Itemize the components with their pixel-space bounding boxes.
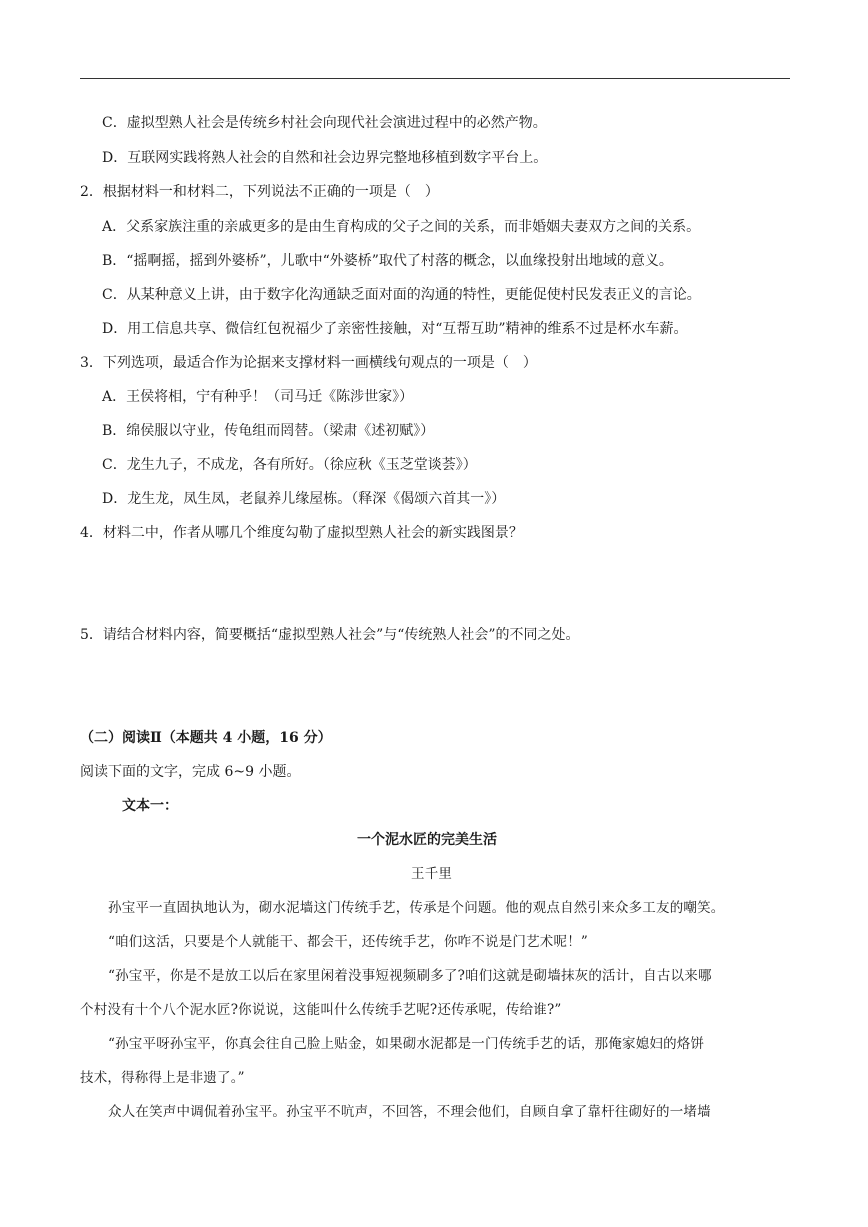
section-instruction: 阅读下面的文字，完成 6~9 小题。 bbox=[80, 764, 301, 780]
article-paragraph: “咱们这活，只要是个人就能干、都会干，还传统手艺，你咋不说是门艺术呢！” bbox=[108, 934, 589, 950]
article-paragraph: “孙宝平呀孙宝平，你真会往自己脸上贴金，如果砌水泥都是一门传统手艺的话，那俺家媳妇的烙饼 bbox=[108, 1036, 705, 1052]
article-paragraph: 孙宝平一直固执地认为，砌水泥墙这门传统手艺，传承是个问题。他的观点自然引来众多工友的嘲笑。 bbox=[108, 900, 725, 916]
q2-option-b: B．“摇啊摇，摇到外婆桥”，儿歌中“外婆桥”取代了村落的概念，以血缘投射出地域的意义。 bbox=[102, 253, 673, 269]
article-paragraph-cont: 个村没有十个八个泥水匠?你说说，这能叫什么传统手艺呢?还传承呢，传给谁?” bbox=[80, 1002, 562, 1018]
q5-stem: 5．请结合材料内容，简要概括“虚拟型熟人社会”与“传统熟人社会”的不同之处。 bbox=[80, 627, 580, 643]
q1-option-d: D．互联网实践将熟人社会的自然和社会边界完整地移植到数字平台上。 bbox=[102, 150, 548, 166]
q2-option-d: D．用工信息共享、微信红包祝福少了亲密性接触，对“互帮互助”精神的维系不过是杯水车薪。 bbox=[102, 321, 688, 337]
q2-stem: 2．根据材料一和材料二，下列说法不正确的一项是（ ） bbox=[80, 184, 439, 200]
article-title: 一个泥水匠的完美生活 bbox=[357, 832, 497, 848]
q3-stem: 3．下列选项，最适合作为论据来支撑材料一画横线句观点的一项是（ ） bbox=[80, 355, 537, 371]
q2-option-c: C．从某种意义上讲，由于数字化沟通缺乏面对面的沟通的特性，更能促使村民发表正义的言论。 bbox=[102, 287, 701, 303]
text-label: 文本一： bbox=[122, 798, 178, 814]
q3-option-b: B．绵侯服以守业，传龟组而罔替。（梁肃《述初赋》） bbox=[102, 423, 435, 439]
q3-option-d: D．龙生龙，凤生凤，老鼠养儿缘屋栋。（释深《偈颂六首其一》） bbox=[102, 491, 506, 507]
q1-option-c: C．虚拟型熟人社会是传统乡村社会向现代社会演进过程中的必然产物。 bbox=[102, 115, 547, 131]
q3-option-a: A．王侯将相，宁有种乎！（司马迁《陈涉世家》） bbox=[102, 389, 414, 405]
section-heading: （二）阅读Ⅱ（本题共 4 小题，16 分） bbox=[80, 730, 332, 746]
article-author: 王千里 bbox=[411, 866, 453, 882]
q2-option-a: A．父系家族注重的亲戚更多的是由生育构成的父子之间的关系，而非婚姻夫妻双方之间的关系。 bbox=[102, 219, 701, 235]
q4-stem: 4．材料二中，作者从哪几个维度勾勒了虚拟型熟人社会的新实践图景？ bbox=[80, 525, 523, 541]
header-rule bbox=[80, 78, 790, 79]
article-paragraph-cont: 技术，得称得上是非遗了。” bbox=[80, 1070, 245, 1086]
article-paragraph: 众人在笑声中调侃着孙宝平。孙宝平不吭声，不回答，不理会他们，自顾自拿了靠杆往砌好的一堵墙 bbox=[108, 1104, 711, 1120]
article-paragraph: “孙宝平，你是不是放工以后在家里闲着没事短视频刷多了?咱们这就是砌墙抹灰的活计，自古以来哪 bbox=[108, 968, 712, 984]
q3-option-c: C．龙生九子，不成龙，各有所好。（徐应秋《玉芝堂谈荟》） bbox=[102, 457, 477, 473]
